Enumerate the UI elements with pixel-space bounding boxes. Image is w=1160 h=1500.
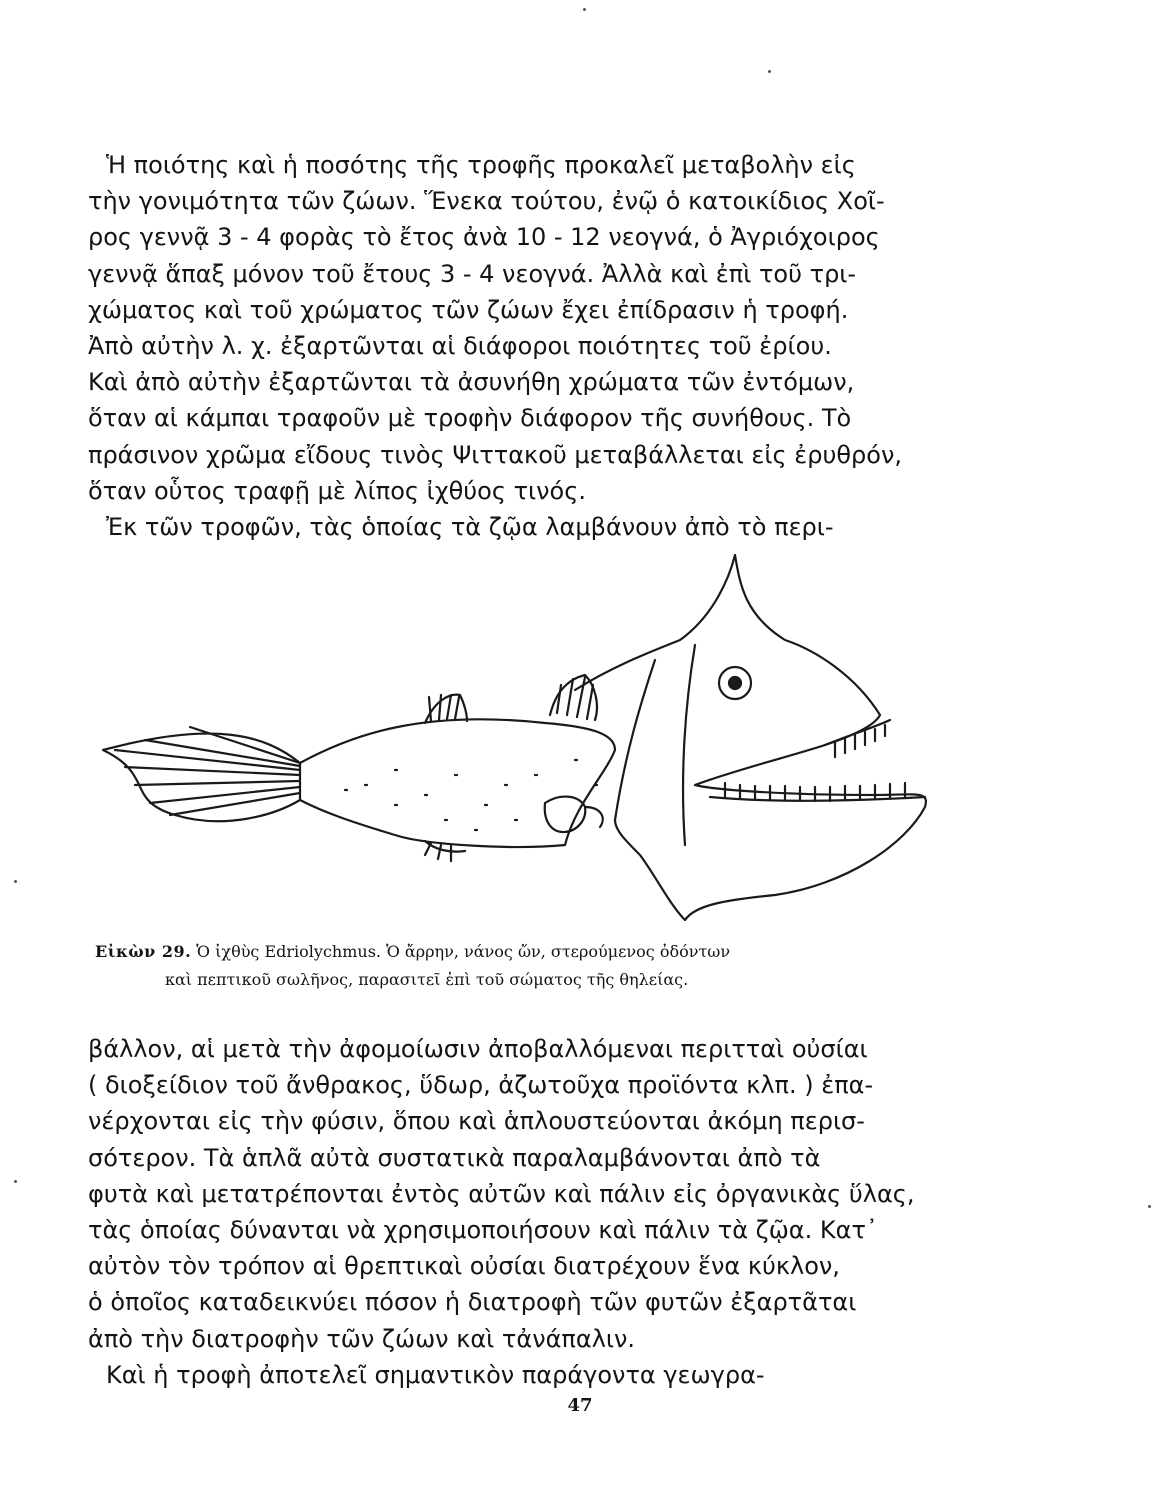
text-line: πράσινον χρῶμα εἴδους τινὸς Ψιττακοῦ μεταβάλλεται εἰς ἐρυθρόν,: [88, 440, 902, 469]
tail-fin: [103, 734, 300, 822]
text-line: ἀπὸ τὴν διατροφὴν τῶν ζώων καὶ τἀνάπαλιν.: [88, 1324, 636, 1353]
text-line: Ἐκ τῶν τροφῶν, τὰς ὁποίας τὰ ζῷα λαμβάνουν ἀπὸ τὸ περι-: [106, 512, 834, 541]
bottom-text-block: [88, 1031, 978, 1393]
caption-text: Ὁ ἰχθὺς Edriolychmus. Ὁ ἄρρην, νάνος ὤν, στερούμενος ὀδόντων: [196, 942, 731, 961]
text-line: φυτὰ καὶ μετατρέπονται ἐντὸς αὐτῶν καὶ πάλιν εἰς ὀργανικὰς ὕλας,: [88, 1179, 915, 1208]
head: [575, 555, 926, 920]
text-line: Ἀπὸ αὐτὴν λ. χ. ἐξαρτῶνται αἱ διάφοροι ποιότητες τοῦ ἐρίου.: [88, 331, 832, 360]
fish-illustration: [95, 545, 945, 925]
print-speck: [768, 70, 771, 73]
female-body: [300, 719, 615, 847]
print-speck: [583, 8, 586, 11]
text-line: βάλλον, αἱ μετὰ τὴν ἀφομοίωσιν ἀποβαλλόμεναι περιτταὶ οὐσίαι: [88, 1035, 868, 1063]
text-line: ρος γεννᾷ 3 - 4 φορὰς τὸ ἔτος ἀνὰ 10 - 12 νεογνά, ὁ Ἀγριόχοιρος: [88, 223, 880, 252]
caption-line: [95, 938, 975, 966]
caption-line: καὶ πεπτικοῦ σωλῆνος, παρασιτεῖ ἐπὶ τοῦ σώματος τῆς θηλείας.: [165, 970, 689, 989]
text-line: αὐτὸν τὸν τρόπον αἱ θρεπτικαὶ οὐσίαι διατρέχουν ἕνα κύκλον,: [88, 1252, 840, 1281]
print-speck: [14, 1180, 17, 1183]
text-line: σότερον. Τὰ ἁπλᾶ αὐτὰ συστατικὰ παραλαμβάνονται ἀπὸ τὰ: [88, 1143, 821, 1172]
text-line: χώματος καὶ τοῦ χρώματος τῶν ζώων ἔχει ἐπίδρασιν ἡ τροφή.: [88, 295, 849, 324]
print-speck: [14, 880, 17, 883]
text-line: ὁ ὁποῖος καταδεικνύει πόσον ἡ διατροφὴ τῶν φυτῶν ἐξαρτᾶται: [88, 1288, 857, 1317]
text-line: Ἡ ποιότης καὶ ἡ ποσότης τῆς τροφῆς προκαλεῖ μεταβολὴν εἰς: [106, 151, 856, 179]
text-line: τὴν γονιμότητα τῶν ζώων. Ἕνεκα τούτου, ἐνῷ ὁ κατοικίδιος Χοῖ-: [88, 187, 885, 216]
page-number: 47: [567, 1395, 593, 1416]
male-parasite: [545, 797, 586, 832]
text-line: ὅταν οὗτος τραφῇ μὲ λίπος ἰχθύος τινός.: [88, 476, 586, 505]
text-line: τὰς ὁποίας δύνανται νὰ χρησιμοποιήσουν καὶ πάλιν τὰ ζῷα. Κατ᾽: [88, 1215, 878, 1244]
text-line: Καὶ ἡ τροφὴ ἀποτελεῖ σημαντικὸν παράγοντα γεωγρα-: [106, 1360, 765, 1389]
text-line: γεννᾷ ἅπαξ μόνον τοῦ ἔτους 3 - 4 νεογνά. Ἀλλὰ καὶ ἐπὶ τοῦ τρι-: [88, 259, 857, 288]
caption-label: Εἰκὼν 29.: [95, 942, 192, 961]
text-line: Καὶ ἀπὸ αὐτὴν ἐξαρτῶνται τὰ ἀσυνήθη χρώματα τῶν ἐντόμων,: [88, 368, 855, 397]
top-text-block: [88, 147, 978, 545]
anglerfish-drawing: [95, 545, 945, 925]
figure-caption: [95, 938, 975, 994]
print-speck: [1148, 1205, 1151, 1208]
text-line: ὅταν αἱ κάμπαι τραφοῦν μὲ τροφὴν διάφορον τῆς συνήθους. Τὸ: [88, 404, 852, 433]
text-line: νέρχονται εἰς τὴν φύσιν, ὅπου καὶ ἁπλουστεύονται ἀκόμη περισ-: [88, 1107, 865, 1136]
text-line: ( διοξείδιον τοῦ ἄνθρακος, ὕδωρ, ἀζωτοῦχα προϊόντα κλπ. ) ἐπα-: [88, 1071, 874, 1100]
